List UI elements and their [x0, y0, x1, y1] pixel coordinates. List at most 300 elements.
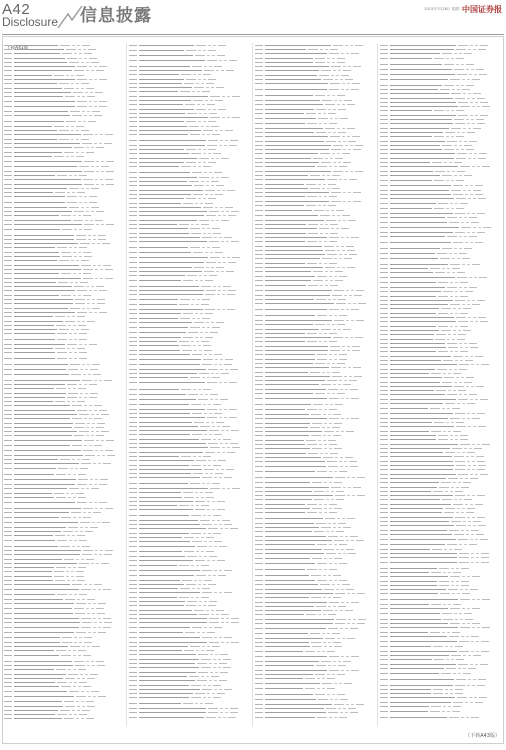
row-cell-name — [139, 632, 183, 633]
row-cell-code — [380, 655, 388, 656]
row-cell-pub — [187, 113, 197, 114]
row-cell-n2 — [334, 276, 337, 277]
row-cell-code — [380, 544, 388, 545]
row-cell-n1 — [469, 697, 472, 698]
row-cell-n1 — [207, 55, 210, 56]
row-cell-name — [265, 457, 321, 458]
row-cell-n1 — [95, 278, 98, 279]
row-cell-d — [217, 509, 225, 510]
row-cell-name — [390, 572, 429, 573]
row-cell-d — [461, 487, 469, 488]
row-cell-code — [4, 196, 12, 197]
row-cell-n2 — [82, 678, 85, 679]
row-cell-code — [4, 265, 12, 266]
row-cell-pub — [188, 394, 198, 395]
row-cell-code — [380, 604, 388, 605]
row-cell-name — [390, 321, 456, 322]
row-cell-code — [380, 208, 388, 209]
row-cell-n2 — [200, 703, 203, 704]
row-cell-name — [139, 299, 178, 300]
row-cell-name — [14, 92, 71, 93]
row-cell-pub — [315, 694, 325, 695]
row-cell-name — [265, 409, 305, 410]
row-cell-d — [76, 75, 84, 76]
row-cell-d — [351, 670, 359, 671]
row-cell-d — [103, 627, 111, 628]
row-cell-n1 — [204, 172, 207, 173]
row-cell-n2 — [86, 488, 89, 489]
row-cell-name — [139, 257, 208, 258]
row-cell-name — [139, 443, 206, 444]
row-cell-pub — [79, 166, 89, 167]
row-cell-n2 — [323, 184, 326, 185]
row-cell-n1 — [469, 277, 472, 278]
row-cell-pub — [83, 179, 93, 180]
row-cell-n2 — [473, 525, 476, 526]
row-cell-name — [265, 477, 333, 478]
row-cell-name — [265, 575, 309, 576]
row-cell-pub — [444, 149, 454, 150]
row-cell-name — [390, 145, 440, 146]
section-title-en: Disclosure — [2, 15, 59, 29]
row-cell-pub — [458, 45, 468, 46]
row-cell-n1 — [343, 192, 346, 193]
row-cell-code — [4, 455, 12, 456]
row-cell-d — [355, 145, 363, 146]
row-cell-code — [255, 435, 263, 436]
row-cell-n2 — [324, 341, 327, 342]
row-cell-code — [380, 217, 388, 218]
row-cell-n2 — [79, 642, 82, 643]
row-cell-d — [230, 140, 238, 141]
row-cell-n1 — [74, 637, 77, 638]
row-cell-n1 — [342, 136, 345, 137]
row-cell-code — [255, 518, 263, 519]
row-cell-d — [338, 606, 346, 607]
row-cell-pub — [65, 678, 75, 679]
row-cell-pub — [70, 111, 80, 112]
row-cell-n2 — [73, 567, 76, 568]
row-cell-d — [471, 222, 479, 223]
row-cell-d — [345, 79, 353, 80]
row-cell-pub — [186, 584, 196, 585]
row-cell-n2 — [473, 158, 476, 159]
row-cell-n1 — [217, 294, 220, 295]
row-cell-name — [265, 665, 314, 666]
row-cell-pub — [324, 589, 334, 590]
row-cell-pub — [329, 89, 339, 90]
row-cell-pub — [445, 403, 455, 404]
row-cell-d — [335, 404, 343, 405]
row-cell-pub — [325, 518, 335, 519]
row-cell-d — [99, 101, 107, 102]
row-cell-name — [139, 190, 203, 191]
row-cell-name — [139, 434, 190, 435]
row-cell-pub — [457, 277, 467, 278]
row-cell-n1 — [87, 665, 90, 666]
row-cell-n2 — [332, 393, 335, 394]
row-cell-n2 — [203, 121, 206, 122]
row-cell-n2 — [196, 304, 199, 305]
row-cell-n2 — [100, 550, 103, 551]
row-cell-pub — [194, 87, 204, 88]
row-cell-n1 — [318, 205, 321, 206]
row-cell-n2 — [457, 89, 460, 90]
row-cell-name — [139, 618, 207, 619]
row-cell-n1 — [92, 522, 95, 523]
row-cell-pub — [461, 227, 471, 228]
row-cell-pub — [325, 638, 335, 639]
row-cell-d — [480, 539, 488, 540]
row-cell-n2 — [346, 602, 349, 603]
row-cell-pub — [75, 613, 85, 614]
row-cell-n1 — [325, 280, 328, 281]
row-cell-d — [87, 96, 95, 97]
row-cell-n2 — [455, 351, 458, 352]
row-cell-code — [255, 95, 263, 96]
row-cell-n1 — [80, 527, 83, 528]
row-cell-n1 — [191, 341, 194, 342]
row-cell-n1 — [450, 203, 453, 204]
row-cell-d — [482, 444, 490, 445]
row-cell-name — [265, 66, 329, 67]
row-cell-code — [380, 171, 388, 172]
row-cell-code — [4, 522, 12, 523]
row-cell-pub — [321, 70, 331, 71]
row-cell-code — [4, 701, 12, 702]
row-cell-name — [265, 58, 313, 59]
row-cell-d — [337, 363, 345, 364]
row-cell-n1 — [340, 712, 343, 713]
row-cell-n2 — [323, 440, 326, 441]
row-cell-n2 — [472, 517, 475, 518]
row-cell-d — [482, 166, 490, 167]
row-cell-pub — [442, 382, 452, 383]
row-cell-code — [4, 352, 12, 353]
row-cell-n1 — [346, 540, 349, 541]
row-cell-pub — [76, 603, 86, 604]
row-cell-name — [14, 303, 73, 304]
row-cell-pub — [333, 45, 343, 46]
row-cell-name — [390, 268, 428, 269]
row-cell-d — [333, 597, 341, 598]
row-cell-d — [223, 439, 231, 440]
row-cell-n2 — [207, 228, 210, 229]
row-cell-name — [265, 461, 325, 462]
row-cell-name — [390, 253, 435, 254]
row-cell-n1 — [203, 404, 206, 405]
row-cell-d — [216, 322, 224, 323]
row-cell-n1 — [79, 344, 82, 345]
row-cell-name — [139, 497, 182, 498]
row-cell-code — [129, 685, 137, 686]
row-cell-d — [91, 62, 99, 63]
row-cell-n1 — [329, 276, 332, 277]
row-cell-code — [255, 118, 263, 119]
row-cell-code — [129, 477, 137, 478]
row-cell-code — [380, 632, 388, 633]
row-cell-n2 — [221, 70, 224, 71]
row-cell-n2 — [223, 290, 226, 291]
row-cell-name — [265, 708, 324, 709]
row-cell-n2 — [476, 651, 479, 652]
row-cell-name — [14, 594, 55, 595]
row-cell-n2 — [349, 295, 352, 296]
row-cell-code — [4, 316, 12, 317]
row-cell-d — [105, 278, 113, 279]
row-cell-n1 — [207, 501, 210, 502]
row-cell-name — [14, 156, 52, 157]
row-cell-name — [390, 655, 449, 656]
row-cell-name — [265, 549, 322, 550]
row-cell-n2 — [344, 380, 347, 381]
row-cell-name — [265, 162, 319, 163]
row-cell-name — [139, 565, 177, 566]
row-cell-name — [139, 509, 193, 510]
row-cell-d — [212, 377, 220, 378]
row-cell-code — [4, 358, 12, 359]
row-cell-n2 — [450, 491, 453, 492]
row-cell-d — [481, 562, 489, 563]
row-cell-code — [255, 315, 263, 316]
row-cell-n1 — [326, 491, 329, 492]
row-cell-name — [265, 523, 314, 524]
row-cell-code — [380, 360, 388, 361]
row-cell-name — [14, 497, 54, 498]
row-cell-code — [4, 423, 12, 424]
row-cell-n2 — [85, 369, 88, 370]
row-cell-n1 — [206, 87, 209, 88]
row-cell-n2 — [219, 364, 222, 365]
row-cell-name — [14, 299, 73, 300]
row-cell-n2 — [224, 409, 227, 410]
row-cell-n1 — [198, 121, 201, 122]
row-cell-pub — [199, 177, 209, 178]
row-cell-pub — [459, 651, 469, 652]
row-cell-d — [226, 469, 234, 470]
row-cell-d — [230, 369, 238, 370]
row-cell-n1 — [468, 49, 471, 50]
row-cell-name — [139, 533, 189, 534]
row-cell-pub — [306, 113, 316, 114]
row-cell-d — [215, 252, 223, 253]
row-cell-name — [14, 88, 62, 89]
row-cell-pub — [208, 528, 218, 529]
row-cell-name — [390, 685, 453, 686]
row-cell-d — [206, 497, 214, 498]
row-cell-n2 — [74, 175, 77, 176]
row-cell-name — [139, 158, 197, 159]
row-cell-name — [139, 373, 197, 374]
row-cell-pub — [79, 431, 89, 432]
row-cell-n1 — [206, 322, 209, 323]
row-cell-pub — [83, 450, 93, 451]
row-cell-name — [390, 512, 442, 513]
row-cell-d — [209, 601, 217, 602]
row-cell-d — [350, 712, 358, 713]
row-cell-n1 — [73, 273, 76, 274]
row-cell-d — [82, 546, 90, 547]
row-cell-d — [82, 459, 90, 460]
row-cell-pub — [441, 673, 451, 674]
row-cell-n1 — [471, 562, 474, 563]
row-cell-code — [380, 568, 388, 569]
row-cell-n2 — [458, 673, 461, 674]
row-cell-d — [460, 282, 468, 283]
row-cell-code — [4, 650, 12, 651]
row-cell-name — [14, 139, 57, 140]
row-cell-pub — [181, 456, 191, 457]
row-cell-n2 — [335, 118, 338, 119]
row-cell-n2 — [211, 322, 214, 323]
row-cell-code — [380, 79, 388, 80]
row-cell-n2 — [477, 106, 480, 107]
row-cell-d — [332, 427, 340, 428]
row-cell-code — [4, 388, 12, 389]
row-cell-code — [255, 246, 263, 247]
row-cell-n1 — [203, 153, 206, 154]
row-cell-code — [129, 409, 137, 410]
row-cell-d — [339, 471, 347, 472]
row-cell-name — [14, 101, 75, 102]
row-cell-name — [139, 672, 196, 673]
row-cell-n2 — [338, 162, 341, 163]
row-cell-d — [78, 669, 86, 670]
row-cell-d — [98, 235, 106, 236]
row-cell-code — [4, 49, 12, 50]
row-cell-n1 — [467, 495, 470, 496]
row-cell-d — [99, 312, 107, 313]
row-cell-code — [380, 572, 388, 573]
row-cell-n1 — [459, 544, 462, 545]
row-cell-d — [203, 389, 211, 390]
row-cell-d — [83, 273, 91, 274]
row-cell-d — [87, 321, 95, 322]
row-cell-n1 — [222, 257, 225, 258]
row-cell-pub — [205, 309, 215, 310]
row-cell-d — [214, 66, 222, 67]
row-cell-n2 — [324, 409, 327, 410]
row-cell-n2 — [460, 360, 463, 361]
row-cell-n2 — [324, 123, 327, 124]
row-cell-n2 — [203, 162, 206, 163]
row-cell-d — [213, 697, 221, 698]
row-cell-pub — [455, 232, 465, 233]
row-cell-d — [213, 515, 221, 516]
row-cell-n2 — [455, 439, 458, 440]
row-cell-code — [255, 290, 263, 291]
row-cell-n2 — [459, 53, 462, 54]
row-cell-code — [255, 504, 263, 505]
row-cell-code — [129, 622, 137, 623]
row-cell-pub — [331, 66, 341, 67]
row-cell-name — [390, 539, 456, 540]
row-cell-n2 — [198, 389, 201, 390]
row-cell-d — [480, 399, 488, 400]
row-cell-d — [349, 254, 357, 255]
row-cell-d — [229, 417, 237, 418]
row-cell-n2 — [334, 580, 337, 581]
row-cell-d — [97, 423, 105, 424]
row-cell-code — [4, 88, 12, 89]
row-cell-n2 — [330, 271, 333, 272]
row-cell-name — [390, 651, 457, 652]
row-cell-pub — [316, 665, 326, 666]
row-cell-code — [380, 132, 388, 133]
row-cell-pub — [192, 541, 202, 542]
row-cell-d — [475, 242, 483, 243]
row-cell-n2 — [91, 435, 94, 436]
row-cell-code — [4, 207, 12, 208]
row-cell-name — [14, 374, 69, 375]
row-cell-n1 — [214, 637, 217, 638]
row-cell-name — [265, 45, 331, 46]
row-cell-code — [380, 553, 388, 554]
row-cell-d — [201, 565, 209, 566]
row-cell-n2 — [341, 549, 344, 550]
row-cell-name — [390, 180, 432, 181]
row-cell-d — [339, 315, 347, 316]
row-cell-pub — [84, 161, 94, 162]
row-cell-n1 — [217, 309, 220, 310]
row-cell-code — [4, 531, 12, 532]
row-cell-d — [475, 504, 483, 505]
row-cell-pub — [57, 247, 67, 248]
row-cell-code — [4, 247, 12, 248]
row-cell-n1 — [465, 194, 468, 195]
row-cell-code — [255, 128, 263, 129]
row-cell-code — [4, 678, 12, 679]
row-cell-n2 — [472, 213, 475, 214]
row-cell-d — [103, 265, 111, 266]
row-cell-code — [380, 422, 388, 423]
row-cell-name — [390, 452, 443, 453]
row-cell-d — [85, 531, 93, 532]
row-cell-code — [4, 474, 12, 475]
row-cell-code — [129, 382, 137, 383]
row-cell-code — [129, 172, 137, 173]
row-cell-pub — [75, 665, 85, 666]
row-cell-d — [351, 398, 359, 399]
row-cell-code — [380, 534, 388, 535]
row-cell-d — [78, 497, 86, 498]
row-cell-n1 — [71, 139, 74, 140]
row-cell-d — [206, 650, 214, 651]
row-cell-pub — [444, 85, 454, 86]
row-cell-code — [4, 134, 12, 135]
row-cell-n1 — [214, 689, 217, 690]
row-cell-n2 — [84, 196, 87, 197]
row-cell-pub — [317, 315, 327, 316]
row-cell-name — [139, 45, 194, 46]
row-cell-d — [229, 409, 237, 410]
row-cell-name — [14, 243, 78, 244]
row-cell-pub — [68, 674, 78, 675]
row-cell-d — [220, 399, 228, 400]
row-cell-d — [352, 83, 360, 84]
row-cell-name — [265, 683, 320, 684]
row-cell-name — [265, 694, 313, 695]
row-cell-code — [380, 253, 388, 254]
row-cell-n2 — [342, 104, 345, 105]
row-cell-d — [463, 673, 471, 674]
row-cell-n1 — [319, 333, 322, 334]
row-cell-n2 — [338, 329, 341, 330]
row-cell-n2 — [91, 286, 94, 287]
row-cell-code — [4, 130, 12, 131]
row-cell-n2 — [73, 325, 76, 326]
row-cell-pub — [199, 614, 209, 615]
